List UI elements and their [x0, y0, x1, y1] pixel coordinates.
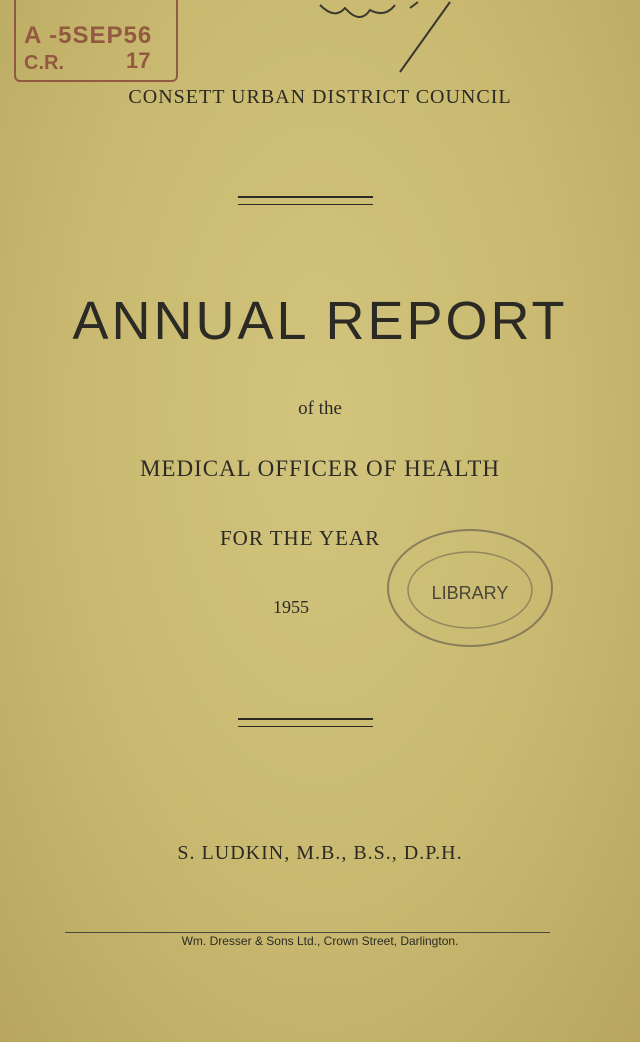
stamp-number: 17 — [126, 48, 151, 73]
for-the-year-label: FOR THE YEAR — [220, 526, 381, 550]
library-stamp-text: LIBRARY — [431, 583, 509, 603]
stamp-date: A -5SEP56 — [24, 22, 153, 49]
author-name: S. LUDKIN, M.B., B.S., D.P.H. — [177, 842, 463, 864]
printer-imprint: Wm. Dresser & Sons Ltd., Crown Street, Darlington. — [181, 934, 459, 948]
subtitle-of-the: of the — [298, 398, 342, 419]
footer-rule — [65, 932, 550, 933]
stamp-code: C.R. — [24, 52, 64, 74]
handwritten-scribble — [300, 0, 470, 75]
officer-title: MEDICAL OFFICER OF HEALTH — [139, 456, 501, 481]
report-year: 1955 — [273, 597, 309, 617]
page-title: ANNUAL REPORT — [72, 291, 568, 351]
council-name: CONSETT URBAN DISTRICT COUNCIL — [128, 86, 512, 108]
library-stamp — [375, 520, 565, 660]
received-date-stamp — [14, 0, 178, 82]
bottom-divider — [238, 718, 373, 727]
top-divider — [238, 196, 373, 205]
